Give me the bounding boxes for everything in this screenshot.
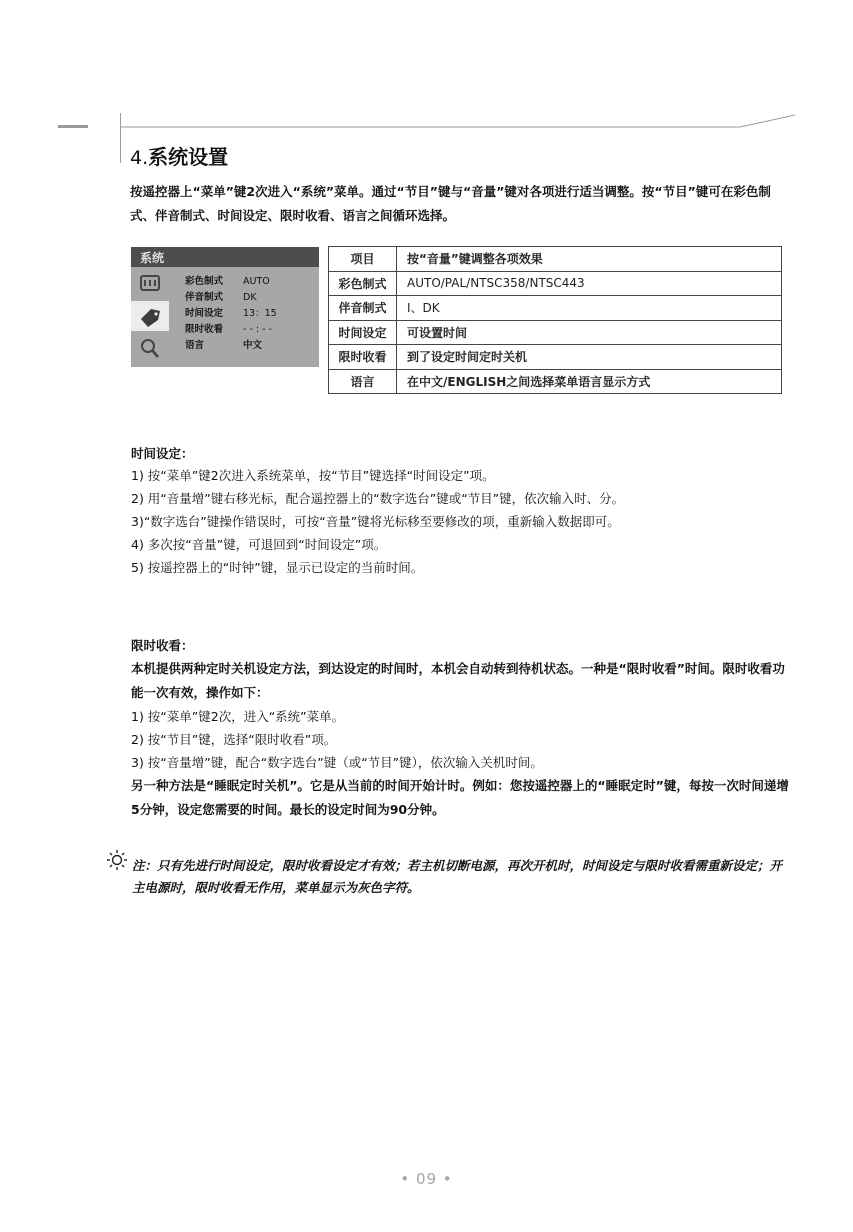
table-cell-item: 彩色制式 bbox=[329, 271, 397, 296]
section-heading bbox=[130, 141, 228, 170]
time-step: 4) 多次按“音量”键，可退回到“时间设定”项。 bbox=[131, 537, 387, 552]
header-rule bbox=[120, 112, 800, 132]
osd-label: 时间设定 bbox=[185, 308, 224, 319]
limit-step: 1) 按“菜单”键2次，进入“系统”菜单。 bbox=[131, 709, 345, 724]
sun-icon bbox=[106, 849, 128, 871]
time-setting-section bbox=[131, 444, 624, 579]
table-row bbox=[329, 320, 782, 345]
osd-value: 中文 bbox=[243, 340, 263, 351]
osd-title-bar bbox=[131, 247, 319, 267]
osd-value: AUTO bbox=[243, 276, 270, 287]
osd-value: 13：15 bbox=[243, 308, 277, 319]
table-cell-effect: I、DK bbox=[397, 296, 782, 321]
table-cell-effect: AUTO/PAL/NTSC358/NTSC443 bbox=[397, 271, 782, 296]
time-step: 1) 按“菜单”键2次进入系统菜单，按“节目”键选择“时间设定”项。 bbox=[131, 468, 495, 483]
settings-table bbox=[328, 246, 782, 394]
magnifier-icon bbox=[131, 333, 169, 363]
table-row bbox=[329, 296, 782, 321]
osd-label: 伴音制式 bbox=[185, 292, 224, 303]
table-row bbox=[329, 369, 782, 394]
osd-row-time-setting bbox=[185, 307, 277, 321]
time-step: 5) 按遥控器上的“时钟”键，显示已设定的当前时间。 bbox=[131, 560, 424, 575]
color-tv-icon bbox=[131, 269, 169, 299]
table-cell-item: 语言 bbox=[329, 369, 397, 394]
note-paragraph: 注：只有先进行时间设定，限时收看设定才有效；若主机切断电源，再次开机时，时间设定与限时收看需重新设定；开主电源时，限时收看无作用，菜单显示为灰色字符。 bbox=[132, 858, 783, 895]
osd-title: 系统 bbox=[140, 251, 165, 265]
time-step: 2) 用“音量增”键右移光标，配合遥控器上的“数字选台”键或“节目”键，依次输入时、分。 bbox=[131, 491, 625, 506]
limit-step: 2) 按“节目”键，选择“限时收看”项。 bbox=[131, 732, 337, 747]
limit-watch-outro: 另一种方法是“睡眠定时关机”。它是从当前的时间开始计时。例如：您按遥控器上的“睡眠定时”键，每按一次时间递增5分钟，设定您需要的时间。最长的设定时间为90分钟。 bbox=[131, 778, 789, 817]
osd-row-limit-watch bbox=[185, 323, 272, 337]
limit-step: 3) 按“音量增”键，配合“数字选台”键（或“节目”键），依次输入关机时间。 bbox=[131, 755, 543, 770]
table-cell-item: 伴音制式 bbox=[329, 296, 397, 321]
time-setting-title: 时间设定： bbox=[131, 446, 194, 461]
osd-row-language bbox=[185, 339, 262, 353]
intro-paragraph: 按遥控器上“菜单”键2次进入“系统”菜单。通过“节目”键与“音量”键对各项进行适当调整。按“节目”键可在彩色制式、伴音制式、时间设定、限时收看、语言之间循环选择。 bbox=[130, 184, 771, 223]
osd-label: 语言 bbox=[185, 340, 205, 351]
osd-value: - - : - - bbox=[243, 324, 272, 335]
header-vertical-rule bbox=[120, 113, 121, 163]
limit-watch-title: 限时收看： bbox=[131, 638, 194, 653]
table-row bbox=[329, 345, 782, 370]
header-rule-left bbox=[58, 125, 88, 128]
table-row bbox=[329, 271, 782, 296]
section-title: 系统设置 bbox=[148, 145, 229, 169]
table-header-cell: 按“音量”键调整各项效果 bbox=[397, 247, 782, 272]
table-cell-item: 限时收看 bbox=[329, 345, 397, 370]
table-cell-effect: 可设置时间 bbox=[397, 320, 782, 345]
table-header-row bbox=[329, 247, 782, 272]
osd-icon-column bbox=[131, 269, 169, 367]
section-number: 4. bbox=[130, 147, 149, 169]
osd-label: 限时收看 bbox=[185, 324, 224, 335]
table-cell-effect: 到了设定时间定时关机 bbox=[397, 345, 782, 370]
limit-watch-section bbox=[131, 635, 791, 822]
osd-system-menu bbox=[131, 247, 319, 367]
page-number: • 09 • bbox=[400, 1170, 453, 1188]
tag-icon bbox=[131, 301, 169, 331]
limit-watch-intro: 本机提供两种定时关机设定方法，到达设定的时间时，本机会自动转到待机状态。一种是“限时收看”时间。限时收看功能一次有效，操作如下： bbox=[131, 661, 785, 700]
osd-value: DK bbox=[243, 292, 257, 303]
osd-row-color-system bbox=[185, 275, 270, 289]
osd-row-sound-system bbox=[185, 291, 257, 305]
table-header-cell: 项目 bbox=[329, 247, 397, 272]
table-cell-effect: 在中文/ENGLISH之间选择菜单语言显示方式 bbox=[397, 369, 782, 394]
osd-label: 彩色制式 bbox=[185, 276, 224, 287]
table-cell-item: 时间设定 bbox=[329, 320, 397, 345]
time-step: 3)“数字选台”键操作错误时，可按“音量”键将光标移至要修改的项，重新输入数据即可。 bbox=[131, 514, 620, 529]
